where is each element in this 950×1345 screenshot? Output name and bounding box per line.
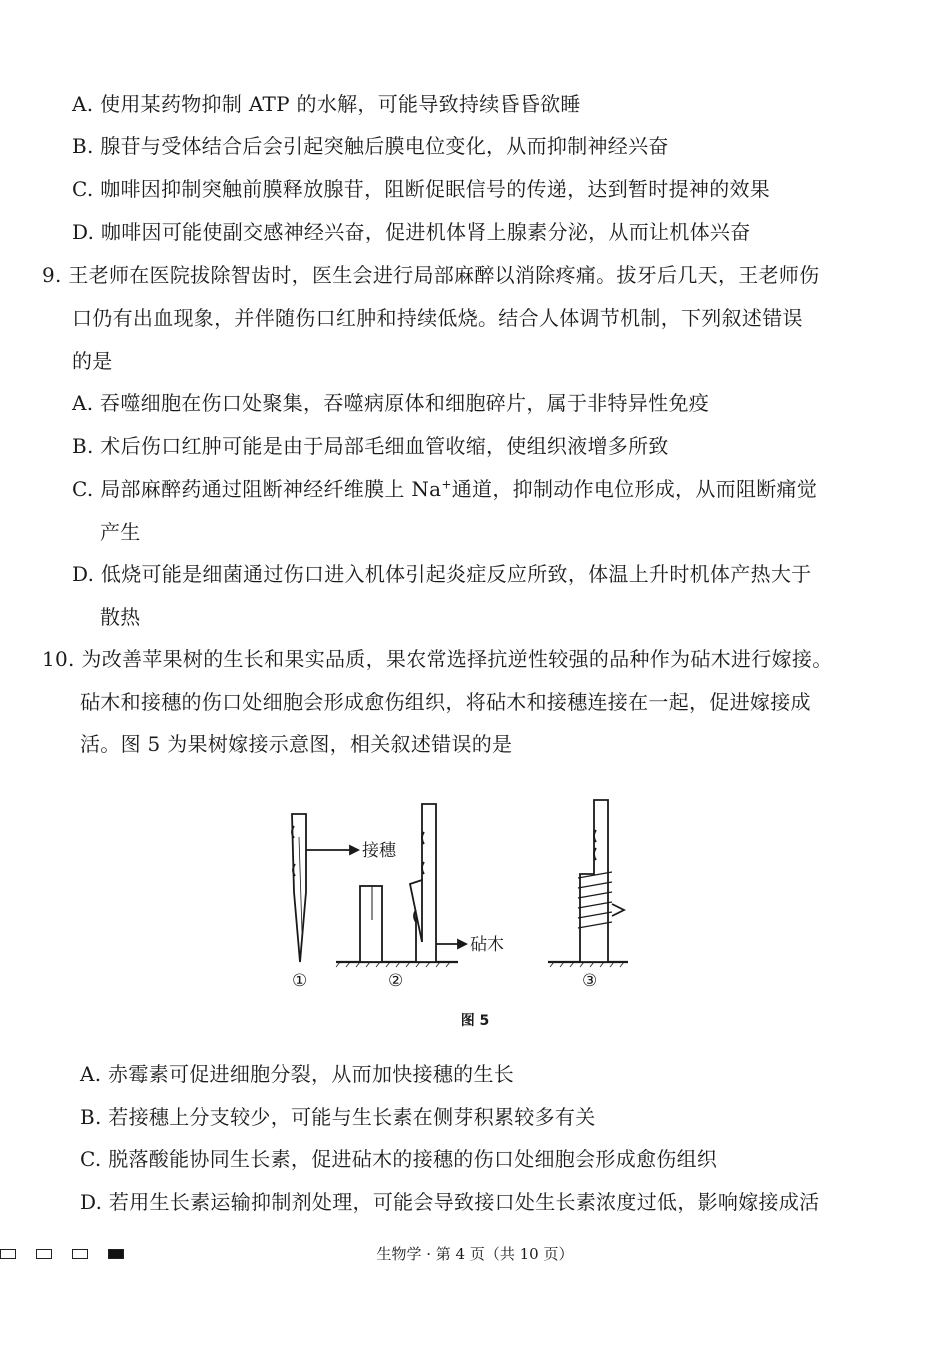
q9-stem-text: 王老师在医院拔除智齿时，医生会进行局部麻醉以消除疼痛。拔牙后几天，王老师伤 xyxy=(68,263,820,287)
q9-option-b: B. 术后伤口红肿可能是由于局部毛细血管收缩，使组织液增多所致 xyxy=(72,434,669,458)
q9-option-a: A. 吞噬细胞在伤口处聚集，吞噬病原体和细胞碎片，属于非特异性免疫 xyxy=(72,391,710,415)
step-1-label: ① xyxy=(292,971,308,991)
na-charge: + xyxy=(441,477,452,492)
q8-option-a: A. 使用某药物抑制 ATP 的水解，可能导致持续昏昏欲睡 xyxy=(72,92,581,116)
grafted-stem xyxy=(410,804,466,962)
figure-caption: 图 5 xyxy=(460,1013,490,1029)
page-footer: 生物学 · 第 4 页（共 10 页） xyxy=(376,1245,574,1263)
q10-option-a: A. 赤霉素可促进细胞分裂，从而加快接穗的生长 xyxy=(80,1062,515,1086)
q9-stem-line3: 的是 xyxy=(72,349,113,373)
q9-option-c-line1 xyxy=(72,475,817,503)
q9-option-d-line2: 散热 xyxy=(100,605,141,629)
bound-graft xyxy=(578,800,624,962)
q10-stem-line2: 砧木和接穗的伤口处细胞会形成愈伤组织，将砧木和接穗连接在一起，促进嫁接成 xyxy=(80,690,811,714)
q10-number: 10. xyxy=(42,647,75,671)
q9-option-d-line1: D. 低烧可能是细菌通过伤口进入机体引起炎症反应所致，体温上升时机体产热大于 xyxy=(72,562,812,586)
q8-option-b: B. 腺苷与受体结合后会引起突触后膜电位变化，从而抑制神经兴奋 xyxy=(72,134,669,158)
rootstock-label: 砧木 xyxy=(470,935,504,955)
grafting-diagram xyxy=(282,792,632,992)
rootstock-cut xyxy=(360,886,382,962)
q9-option-c-text2: 通道，抑制动作电位形成，从而阻断痛觉 xyxy=(451,477,818,501)
q10-stem-line1 xyxy=(42,645,833,673)
q10-stem-line3: 活。图 5 为果树嫁接示意图，相关叙述错误的是 xyxy=(80,732,513,756)
q10-option-d: D. 若用生长素运输抑制剂处理，可能会导致接口处生长素浓度过低，影响嫁接成活 xyxy=(80,1190,820,1214)
scion-label: 接穗 xyxy=(362,841,396,861)
q10-option-c: C. 脱落酸能协同生长素，促进砧木的接穗的伤口处细胞会形成愈伤组织 xyxy=(80,1147,718,1171)
step-3-label: ③ xyxy=(582,971,598,991)
q9-stem-line1 xyxy=(42,261,819,289)
q8-option-d: D. 咖啡因可能使副交感神经兴奋，促进机体肾上腺素分泌，从而让机体兴奋 xyxy=(72,220,751,244)
q10-option-b: B. 若接穗上分支较少，可能与生长素在侧芽积累较多有关 xyxy=(80,1105,596,1129)
q8-option-c: C. 咖啡因抑制突触前膜释放腺苷，阻断促眠信号的传递，达到暂时提神的效果 xyxy=(72,177,771,201)
q9-stem-line2: 口仍有出血现象，并伴随伤口红肿和持续低烧。结合人体调节机制，下列叙述错误 xyxy=(72,306,803,330)
scion-label-arrow xyxy=(306,846,358,854)
q9-option-c-line2: 产生 xyxy=(100,520,141,544)
q9-number: 9. xyxy=(42,263,62,287)
q9-option-c-text1: C. 局部麻醉药通过阻断神经纤维膜上 Na xyxy=(72,477,442,501)
scion-stick xyxy=(292,814,306,962)
q10-stem-text: 为改善苹果树的生长和果实品质，果农常选择抗逆性较强的品种作为砧木进行嫁接。 xyxy=(81,647,833,671)
step-2-label: ② xyxy=(388,971,404,991)
